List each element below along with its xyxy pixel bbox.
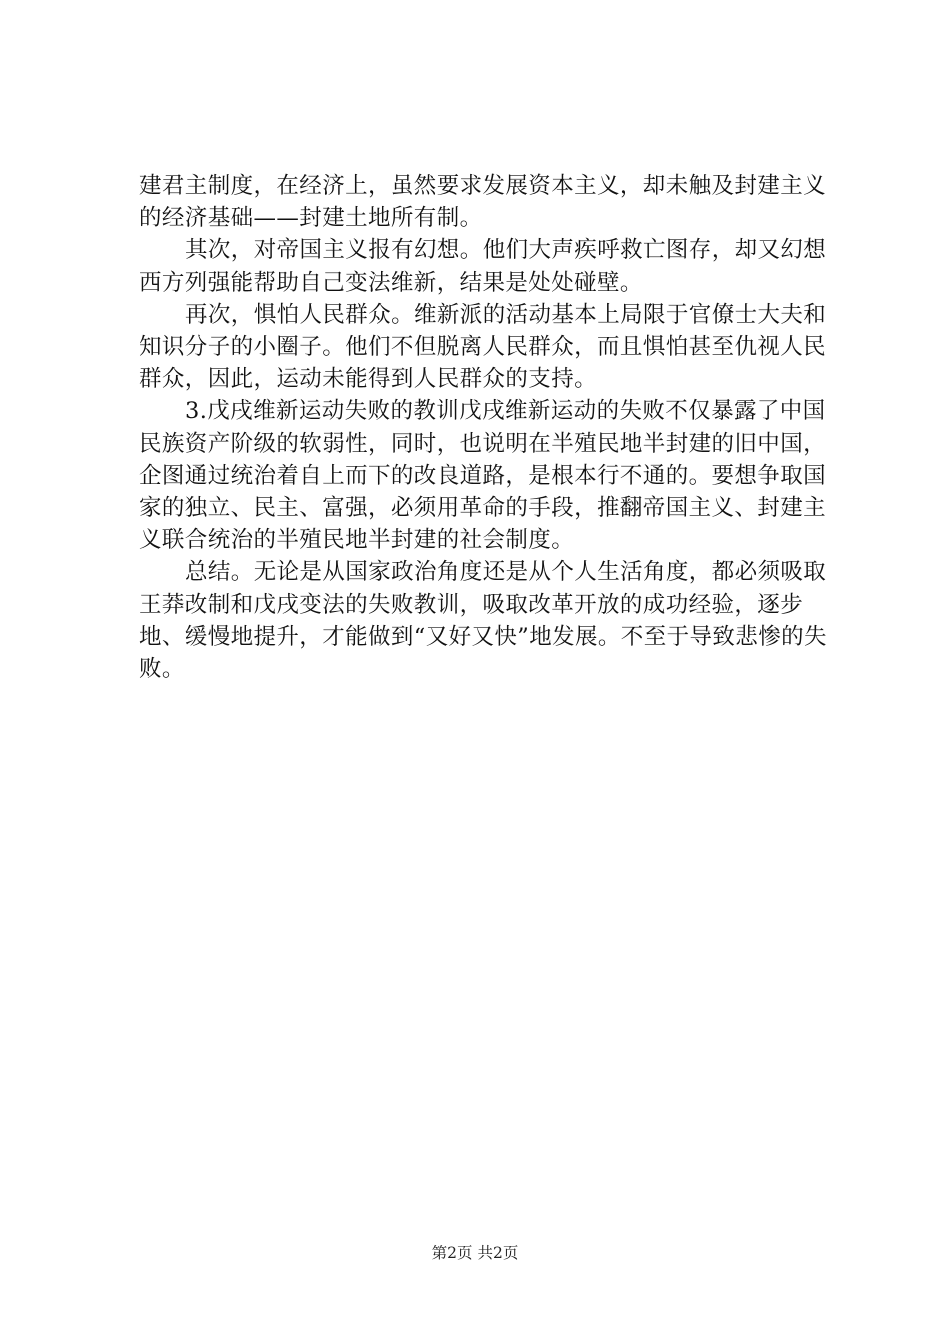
paragraph-lessons: 3.戊戌维新运动失败的教训戊戌维新运动的失败不仅暴露了中国民族资产阶级的软弱性，同时，也说明在半殖民地半封建的旧中国，企图通过统治着自上而下的改良道路，是根本行不通的。要想争取国家的独立、民主、富强，必须用革命的手段，推翻帝国主义、封建主义联合统治的半殖民地半封建的社会制度。 [139,398,827,554]
document-body [139,170,839,685]
paragraph-summary: 总结。无论是从国家政治角度还是从个人生活角度，都必须吸取王莽改制和戊戌变法的失败教训，吸取改革开放的成功经验，逐步地、缓慢地提升，才能做到“又好又快”地发展。不至于导致悲惨的失败。 [139,559,827,683]
paragraph-second-reason: 其次，对帝国主义报有幻想。他们大声疾呼救亡图存，却又幻想西方列强能帮助自己变法维新，结果是处处碰壁。 [139,237,827,296]
paragraph-continuation: 建君主制度，在经济上，虽然要求发展资本主义，却未触及封建主义的经济基础——封建土地所有制。 [139,173,827,232]
paragraph-third-reason: 再次，惧怕人民群众。维新派的活动基本上局限于官僚士大夫和知识分子的小圈子。他们不但脱离人民群众，而且惧怕甚至仇视人民群众，因此，运动未能得到人民群众的支持。 [139,301,827,393]
page-number-footer: 第2页 共2页 [431,1244,519,1262]
